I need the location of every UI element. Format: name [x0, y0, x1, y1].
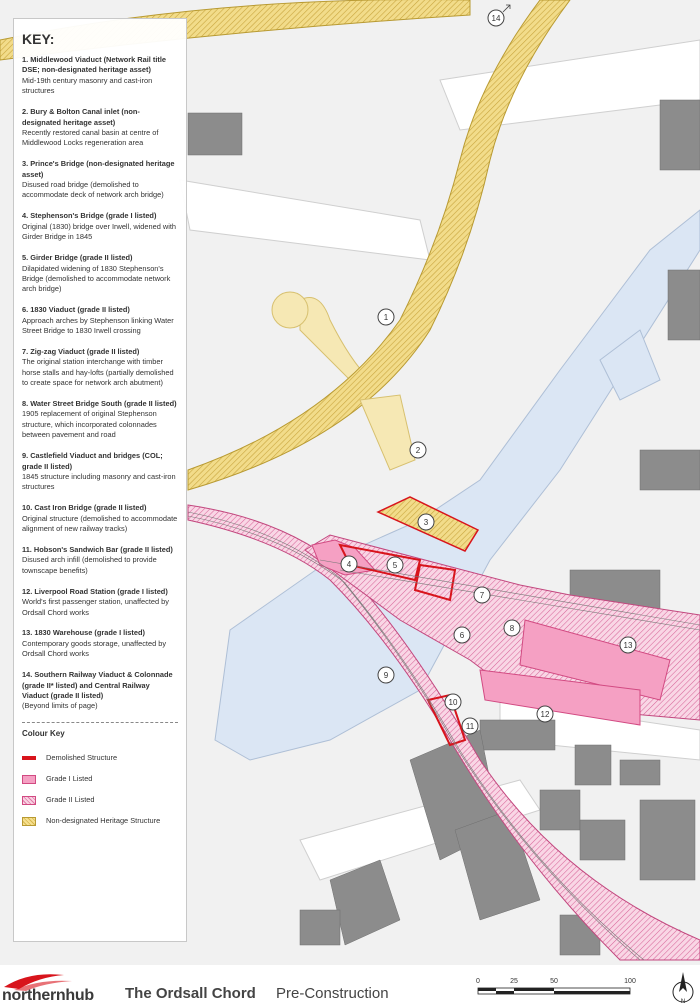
logo-text: northernhub	[2, 987, 94, 1004]
svg-text:7: 7	[479, 591, 485, 600]
legend-entry-9	[22, 451, 178, 493]
colour-key-title: Colour Key	[22, 729, 65, 739]
scale-label-100: 100	[624, 978, 636, 985]
colour-key-non-designated: Non-designated Heritage Structure	[22, 811, 178, 832]
svg-text:10: 10	[448, 698, 458, 707]
marker-7	[474, 587, 490, 603]
legend-entry-2	[22, 107, 178, 149]
legend-panel	[13, 18, 187, 942]
legend-entry-7	[22, 347, 178, 389]
legend-entry-desc: Mid-19th century masonry and cast-iron structures	[22, 75, 153, 96]
scale-label-25: 25	[510, 978, 518, 985]
marker-1	[378, 309, 394, 325]
legend-entry-desc: The original station interchange with timber horse stalls and hay-lofts (partially demolished to create space for network arch abutment)	[22, 357, 174, 388]
legend-divider	[22, 722, 178, 723]
legend-entry-title: 13. 1830 Warehouse (grade I listed)	[22, 628, 145, 638]
legend-entry-desc: (Beyond limits of page)	[22, 701, 98, 711]
legend-entry-desc: Disused road bridge (demolished to accommodate deck of network arch bridge)	[22, 180, 164, 200]
marker-2	[410, 442, 426, 458]
marker-10	[445, 694, 461, 710]
legend-entries	[22, 55, 178, 712]
legend-entry-5	[22, 253, 178, 295]
legend-entry-title: 14. Southern Railway Viaduct & Colonnade (grade II* listed) and Central Railway Viaduct (grade II listed)	[22, 670, 173, 700]
legend-entry-title: 12. Liverpool Road Station (grade I listed)	[22, 586, 168, 596]
legend-entry-title: 11. Hobson's Sandwich Bar (grade II listed)	[22, 545, 173, 555]
marker-5	[387, 557, 403, 573]
marker-8	[504, 620, 520, 636]
scale-label-50: 50	[550, 978, 558, 985]
legend-entry-title: 4. Stephenson's Bridge (grade I listed)	[22, 211, 157, 221]
scale-bar	[472, 975, 642, 1005]
legend-entry-title: 9. Castlefield Viaduct and bridges (COL; grade II listed)	[22, 451, 163, 471]
svg-text:4: 4	[346, 560, 352, 569]
colour-key-grade-2: Grade II Listed	[22, 790, 178, 811]
legend-entry-title: 3. Prince's Bridge (non-designated heritage asset)	[22, 159, 175, 179]
legend-entry-12	[22, 587, 178, 618]
footer	[0, 965, 700, 1007]
svg-text:11: 11	[465, 722, 475, 731]
colour-key-grade-1: Grade I Listed	[22, 769, 178, 790]
legend-entry-desc: Contemporary goods storage, unaffected by Ordsall Chord works	[22, 638, 167, 659]
project-title: The Ordsall Chord	[125, 985, 256, 1002]
legend-entry-desc: Original structure (demolished to accommodate alignment of new railway tracks)	[22, 513, 178, 534]
legend-entry-desc: Approach arches by Stephenson linking Water Street Bridge to 1830 Irwell crossing	[22, 315, 174, 336]
svg-text:3: 3	[423, 518, 429, 527]
legend-entry-10	[22, 503, 178, 534]
legend-entry-13	[22, 628, 178, 659]
colour-key-demolished: Demolished Structure	[22, 748, 178, 769]
legend-entry-8	[22, 399, 178, 441]
legend-entry-title: 5. Girder Bridge (grade II listed)	[22, 253, 133, 263]
marker-9	[378, 667, 394, 683]
svg-text:8: 8	[509, 624, 515, 633]
marker-4	[341, 556, 357, 572]
basin-round	[272, 292, 308, 328]
legend-entry-3	[22, 159, 178, 201]
legend-entry-title: 2. Bury & Bolton Canal inlet (non-designated heritage asset)	[22, 107, 140, 127]
legend-entry-title: 8. Water Street Bridge South (grade II listed)	[22, 399, 177, 409]
svg-text:6: 6	[459, 631, 465, 640]
legend-entry-desc: Dilapidated widening of 1830 Stephenson's Bridge (demolished to accommodate network arch bridge)	[22, 263, 171, 294]
legend-entry-desc: 1845 structure including masonry and cast-iron structures	[22, 472, 176, 492]
scale-label-0: 0	[476, 978, 480, 985]
legend-entry-11	[22, 545, 178, 576]
svg-text:N: N	[680, 999, 686, 1004]
legend-entry-desc: Disused arch infill (demolished to provide townscape benefits)	[22, 555, 157, 575]
legend-entry-desc: Recently restored canal basin at centre of Middlewood Locks regeneration area	[22, 127, 159, 148]
legend-title: KEY:	[22, 31, 55, 47]
svg-text:5: 5	[392, 561, 398, 570]
legend-entry-desc: World's first passenger station, unaffected by Ordsall Chord works	[22, 597, 169, 617]
svg-text:2: 2	[415, 446, 421, 455]
colour-key	[22, 748, 178, 832]
marker-6	[454, 627, 470, 643]
legend-entry-desc: 1905 replacement of original Stephenson structure, which incorporated colonnades between pavement and road	[22, 409, 157, 440]
grade-2-swatch	[22, 796, 36, 805]
legend-entry-6	[22, 305, 178, 336]
legend-entry-title: 1. Middlewood Viaduct (Network Rail title DSE; non-designated heritage asset)	[22, 55, 166, 75]
legend-entry-title: 10. Cast Iron Bridge (grade II listed)	[22, 503, 147, 513]
marker-3	[418, 514, 434, 530]
legend-entry-title: 6. 1830 Viaduct (grade II listed)	[22, 305, 130, 315]
legend-entry-title: 7. Zig-zag Viaduct (grade II listed)	[22, 346, 140, 356]
grade-1-swatch	[22, 775, 36, 784]
marker-11	[462, 718, 478, 734]
stage-label: Pre-Construction	[276, 985, 389, 1002]
legend-entry-14	[22, 670, 178, 712]
marker-12	[537, 706, 553, 722]
legend-entry-1	[22, 55, 178, 97]
svg-text:9: 9	[383, 671, 389, 680]
non-designated-swatch	[22, 817, 36, 826]
marker-13	[620, 637, 636, 653]
svg-text:14: 14	[491, 14, 501, 23]
legend-entry-desc: Original (1830) bridge over Irwell, widened with Girder Bridge in 1845	[22, 221, 177, 242]
demolished-swatch	[22, 756, 36, 760]
svg-text:1: 1	[383, 313, 389, 322]
svg-text:13: 13	[623, 641, 633, 650]
svg-text:12: 12	[540, 710, 550, 719]
north-arrow-icon	[671, 970, 695, 1004]
legend-entry-4	[22, 211, 178, 242]
